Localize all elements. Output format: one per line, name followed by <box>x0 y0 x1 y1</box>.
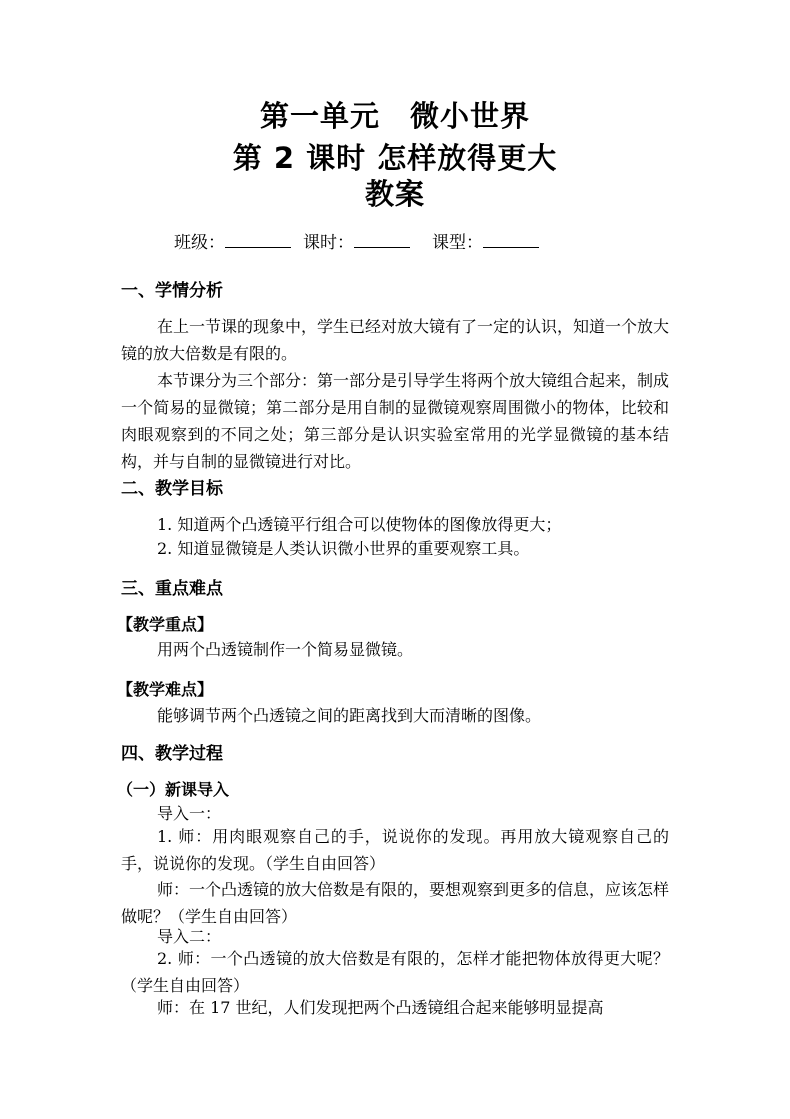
class-blank[interactable] <box>225 231 291 248</box>
intro-one-label: 导入一： <box>157 804 222 823</box>
analysis-paragraph-1: 在上一节课的现象中，学生已经对放大镜有了一定的认识，知道一个放大镜的放大倍数是有限的。 <box>121 317 670 363</box>
intro-two-label: 导入二： <box>157 927 222 946</box>
type-field <box>432 231 539 254</box>
section-heading-key-points: 三、重点难点 <box>121 579 223 599</box>
type-label: 课型： <box>432 233 483 253</box>
subsection-intro: （一）新课导入 <box>117 780 230 799</box>
type-blank[interactable] <box>483 231 539 248</box>
key-point-label: 【教学重点】 <box>117 615 214 634</box>
goal-item-1: 1. 知道两个凸透镜平行组合可以使物体的图像放得更大； <box>157 515 562 534</box>
period-label: 课时： <box>303 233 354 253</box>
goal-item-2: 2. 知道显微镜是人类认识微小世界的重要观察工具。 <box>157 539 530 558</box>
period-blank[interactable] <box>354 231 410 248</box>
process-paragraph-4: 师：在 17 世纪，人们发现把两个凸透镜组合起来能够明显提高 <box>157 998 604 1017</box>
difficulty-text: 能够调节两个凸透镜之间的距离找到大而清晰的图像。 <box>157 706 542 725</box>
section-heading-analysis: 一、学情分析 <box>121 281 223 301</box>
process-paragraph-2: 师：一个凸透镜的放大倍数是有限的，要想观察到更多的信息，应该怎样做呢？（学生自由回答） <box>121 880 670 926</box>
process-paragraph-3: 2. 师：一个凸透镜的放大倍数是有限的，怎样才能把物体放得更大呢？（学生自由回答） <box>121 949 669 995</box>
process-paragraph-1: 1. 师：用肉眼观察自己的手，说说你的发现。再用放大镜观察自己的手，说说你的发现。（学生自由回答） <box>121 827 669 873</box>
section-heading-process: 四、教学过程 <box>121 744 223 764</box>
lesson-title: 第 2 课时 怎样放得更大 <box>232 141 558 175</box>
class-field <box>174 231 291 254</box>
key-point-text: 用两个凸透镜制作一个简易显微镜。 <box>157 640 414 659</box>
meta-row <box>174 231 539 254</box>
doc-type-title: 教案 <box>364 177 425 211</box>
section-heading-goals: 二、教学目标 <box>121 479 223 499</box>
unit-title: 第一单元 微小世界 <box>259 99 530 133</box>
period-field <box>303 231 410 254</box>
difficulty-label: 【教学难点】 <box>117 680 214 699</box>
analysis-paragraph-2: 本节课分为三个部分：第一部分是引导学生将两个放大镜组合起来，制成一个简易的显微镜；第二部分是用自制的显微镜观察周围微小的物体，比较和肉眼观察到的不同之处；第三部分是认识实验室常用的光学显微镜的基本结构，并与自制的显微镜进行对比。 <box>121 371 670 471</box>
class-label: 班级： <box>174 233 225 253</box>
